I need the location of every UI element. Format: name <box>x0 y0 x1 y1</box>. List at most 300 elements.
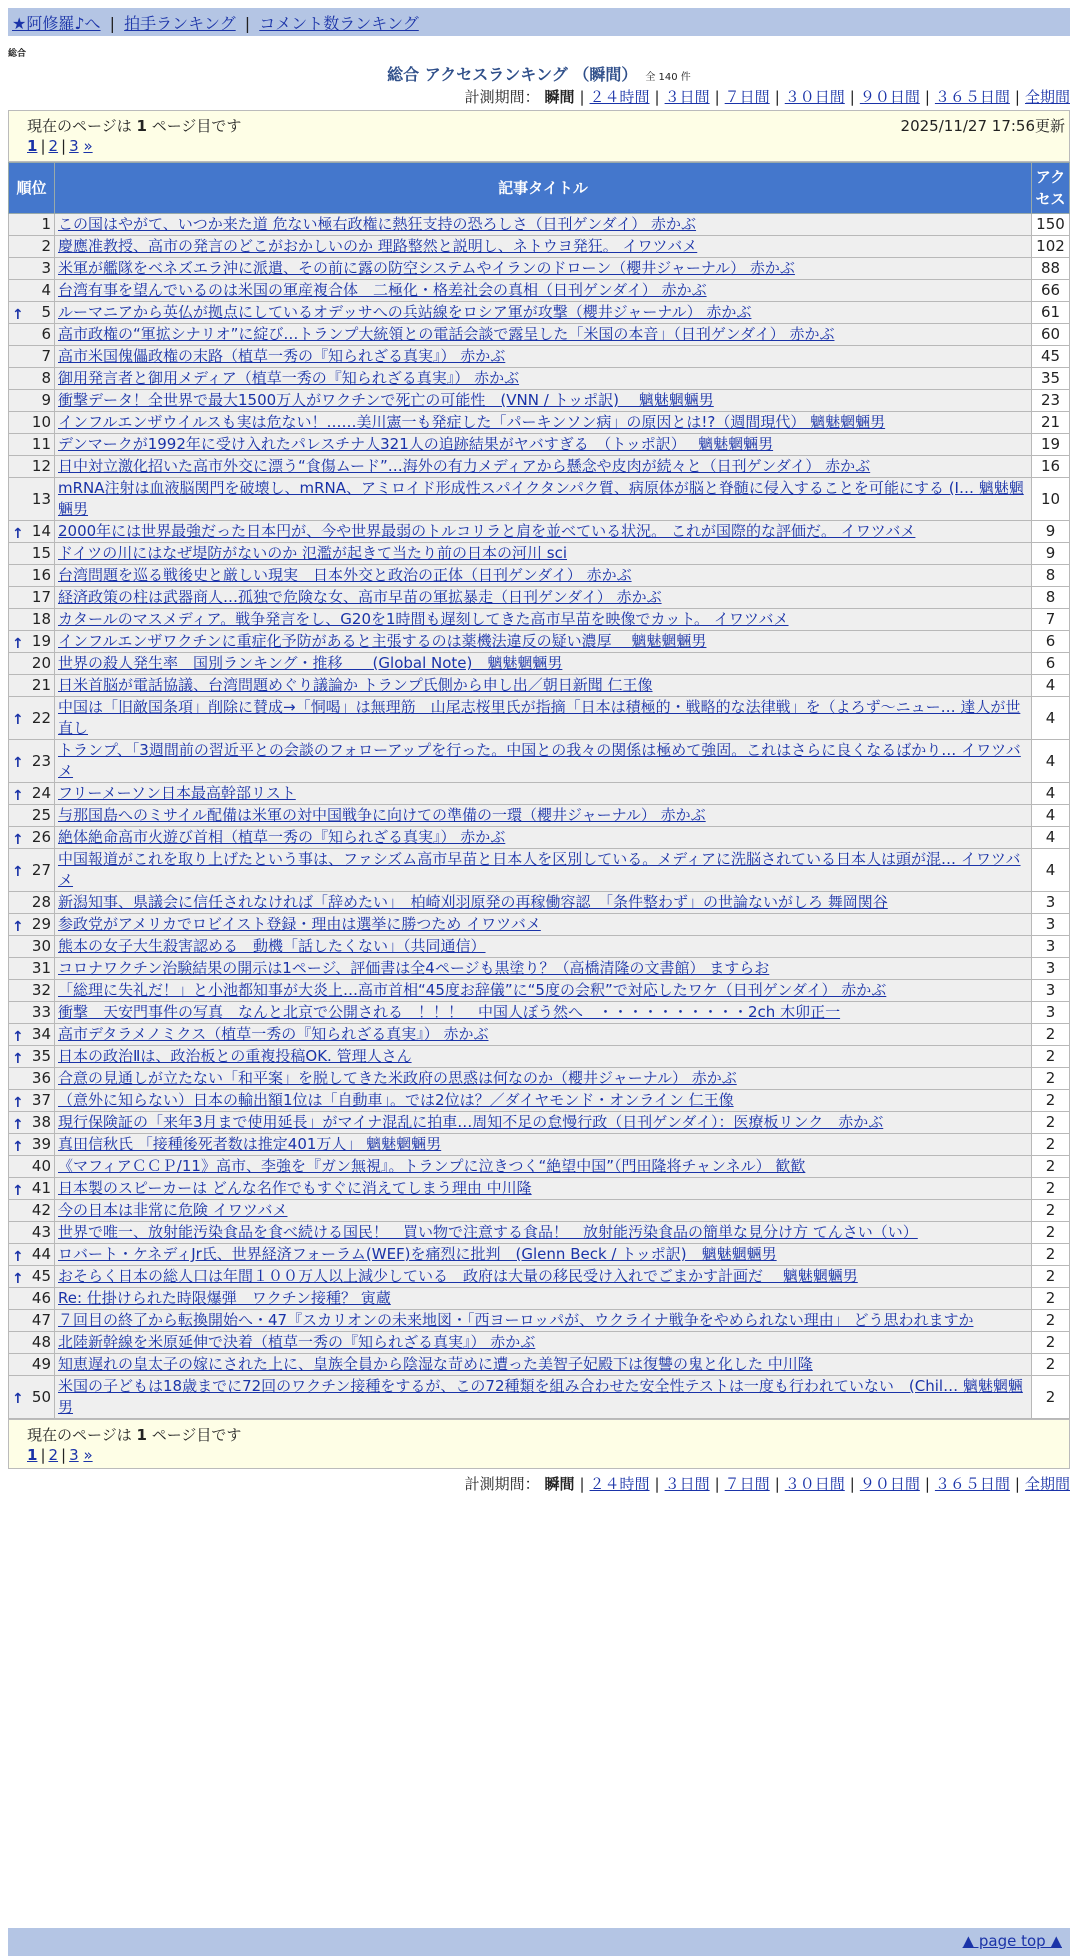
period-link-90d[interactable]: ９０日間 <box>859 88 920 106</box>
pager-top: 1 | 2 | 3 » <box>27 137 93 155</box>
rank-number: 37 <box>31 1091 51 1109</box>
title-cell <box>55 1376 1032 1419</box>
table-row <box>9 1200 1070 1222</box>
article-title-link[interactable]: フリーメーソン日本最高幹部リスト <box>58 784 296 802</box>
access-count: 7 <box>1032 609 1070 631</box>
table-row <box>9 280 1070 302</box>
period-label: 計測期間： <box>464 88 540 106</box>
article-title-link[interactable]: 高市米国傀儡政権の末路（植草一秀の『知られざる真実』） 赤かぶ <box>58 347 506 365</box>
table-row <box>9 302 1070 324</box>
article-title-link[interactable]: 高市デタラメノミクス（植草一秀の『知られざる真実』） 赤かぶ <box>58 1025 489 1043</box>
table-row <box>9 456 1070 478</box>
up-arrow-icon: ↑ <box>12 712 24 728</box>
period-link-30d[interactable]: ３０日間 <box>784 88 845 106</box>
rank-number: 42 <box>31 1201 51 1219</box>
rank-cell <box>9 1332 55 1354</box>
pager-bottom: 1 | 2 | 3 » <box>27 1446 93 1464</box>
title-cell <box>55 849 1032 892</box>
article-title-link[interactable]: トランプ、「3週間前の習近平との会談のフォローアップを行った。中国との我々の関係は極めて強固。これはさらに良くなるばかり… イワツバメ <box>58 741 1021 780</box>
table-row <box>9 236 1070 258</box>
rank-cell <box>9 521 55 543</box>
title-cell <box>55 478 1032 521</box>
rank-number: 35 <box>31 1047 51 1065</box>
title-cell <box>55 1068 1032 1090</box>
table-row <box>9 1090 1070 1112</box>
header-rank: 順位 <box>9 163 55 214</box>
table-row <box>9 1354 1070 1376</box>
access-count: 2 <box>1032 1376 1070 1419</box>
table-row <box>9 258 1070 280</box>
rank-number: 28 <box>31 893 51 911</box>
title-cell <box>55 697 1032 740</box>
access-count: 23 <box>1032 390 1070 412</box>
access-count: 66 <box>1032 280 1070 302</box>
title-cell <box>55 914 1032 936</box>
title-cell <box>55 1024 1032 1046</box>
table-row <box>9 827 1070 849</box>
rank-cell <box>9 1288 55 1310</box>
period-selector-top: 計測期間： 瞬間 | ２４時間 | ３日間 | ７日間 | ３０日間 | ９０日間 | ３６５日間 | 全期間 <box>464 88 1070 106</box>
rank-cell <box>9 675 55 697</box>
rank-cell <box>9 958 55 980</box>
rank-number: 11 <box>31 435 51 453</box>
rank-cell <box>9 980 55 1002</box>
title-cell <box>55 740 1032 783</box>
title-cell <box>55 280 1032 302</box>
table-row <box>9 697 1070 740</box>
rank-number: 30 <box>31 937 51 955</box>
rank-cell <box>9 914 55 936</box>
rank-cell <box>9 1024 55 1046</box>
access-count: 60 <box>1032 324 1070 346</box>
title-cell <box>55 1002 1032 1024</box>
rank-number: 3 <box>41 259 51 277</box>
article-title-link[interactable]: コロナワクチン治験結果の開示は1ページ、評価書は全4ページも黒塗り？（高橋清隆の文書館） ますらお <box>58 959 770 977</box>
access-count: 102 <box>1032 236 1070 258</box>
period-link-all[interactable]: 全期間 <box>1024 88 1070 106</box>
rank-cell <box>9 849 55 892</box>
access-count: 4 <box>1032 783 1070 805</box>
article-title-link[interactable]: 北陸新幹線を米原延伸で決着（植草一秀の『知られざる真実』） 赤かぶ <box>58 1333 536 1351</box>
updated-timestamp: 2025/11/27 17:56更新 <box>900 117 1065 135</box>
bottom-bar <box>8 1928 1070 1956</box>
rank-cell <box>9 302 55 324</box>
rank-cell <box>9 1244 55 1266</box>
table-row <box>9 783 1070 805</box>
rank-cell <box>9 478 55 521</box>
table-row <box>9 1244 1070 1266</box>
table-row <box>9 1024 1070 1046</box>
article-title-link[interactable]: ７回目の終了から転換開始へ・47『スカリオンの未来地図・「西ヨーロッパが、ウクライナ戦争をやめられない理由」 どう思われますか <box>58 1311 974 1329</box>
access-count: 2 <box>1032 1266 1070 1288</box>
title-cell <box>55 412 1032 434</box>
article-title-link[interactable]: 米国の子どもは18歳までに72回のワクチン接種をするが、この72種類を組み合わせた安全性テストは一度も行われていない (Chil… 魑魅魍魎男 <box>58 1377 1023 1416</box>
access-count: 2 <box>1032 1222 1070 1244</box>
up-arrow-icon: ↑ <box>12 1270 24 1287</box>
pager-next[interactable]: » <box>83 137 93 155</box>
title-cell <box>55 827 1032 849</box>
rank-cell <box>9 587 55 609</box>
pager-page-3[interactable]: 3 <box>69 1446 79 1464</box>
top-nav-bar <box>8 8 1070 36</box>
article-title-link[interactable]: ドイツの川にはなぜ堤防がないのか 氾濫が起きて当たり前の日本の河川 sci <box>58 544 568 562</box>
title-cell <box>55 1178 1032 1200</box>
access-count: 3 <box>1032 1002 1070 1024</box>
period-link-3d[interactable]: ３日間 <box>664 88 710 106</box>
comment-ranking-link[interactable]: コメント数ランキング <box>259 14 419 33</box>
pager-page-current[interactable]: 1 <box>27 137 38 155</box>
access-count: 8 <box>1032 587 1070 609</box>
rank-cell <box>9 434 55 456</box>
article-title-link[interactable]: 高市政権の“軍拡シナリオ”に綻び…トランプ大統領との電話会談で露呈した「米国の本音」（日刊ゲンダイ） 赤かぶ <box>58 325 835 343</box>
title-cell <box>55 1354 1032 1376</box>
article-title-link[interactable]: 合意の見通しが立たない「和平案」を脱してきた米政府の思惑は何なのか（櫻井ジャーナル） 赤かぶ <box>58 1069 737 1087</box>
table-row <box>9 346 1070 368</box>
rank-cell <box>9 412 55 434</box>
table-row <box>9 543 1070 565</box>
access-count: 3 <box>1032 980 1070 1002</box>
rank-number: 14 <box>31 522 51 540</box>
article-title-link[interactable]: デンマークが1992年に受け入れたパレスチナ人321人の追跡結果がヤバすぎる （トッポ訳） 魑魅魍魎男 <box>58 435 774 453</box>
rank-cell <box>9 1156 55 1178</box>
title-cell <box>55 1266 1032 1288</box>
article-title-link[interactable]: 絶体絶命高市火遊び首相（植草一秀の『知られざる真実』） 赤かぶ <box>58 828 506 846</box>
access-count: 2 <box>1032 1244 1070 1266</box>
ranking-heading <box>0 62 1078 85</box>
rank-number: 12 <box>31 457 51 475</box>
rank-number: 2 <box>41 237 51 255</box>
up-arrow-icon: ↑ <box>12 1248 24 1265</box>
period-link-24h[interactable]: ２４時間 <box>589 88 650 106</box>
title-cell <box>55 1200 1032 1222</box>
rank-number: 20 <box>31 654 51 672</box>
rank-cell <box>9 280 55 302</box>
rank-cell <box>9 1002 55 1024</box>
rank-cell <box>9 456 55 478</box>
up-arrow-icon: ↑ <box>12 755 24 771</box>
article-title-link[interactable]: 現行保険証の「来年3月まで使用延長」がマイナ混乱に拍車…周知不足の怠慢行政（日刊ゲンダイ）：医療板リンク 赤かぶ <box>58 1113 884 1131</box>
article-title-link[interactable]: 中国は「旧敵国条項」削除に賛成→「恫喝」は無理筋 山尾志桜里氏が指摘「日本は積極的・戦略的な法律戦」を（よろず〜ニュー… 達人が世直し <box>58 698 1021 737</box>
access-count: 2 <box>1032 1178 1070 1200</box>
rank-number: 26 <box>31 828 51 846</box>
ranking-body <box>9 214 1070 1419</box>
table-row <box>9 849 1070 892</box>
title-cell <box>55 1332 1032 1354</box>
table-row <box>9 368 1070 390</box>
rank-number: 5 <box>41 303 51 321</box>
article-title-link[interactable]: 中国報道がこれを取り上げたという事は、ファシズム高市早苗と日本人を区別している。メディアに洗脳されている日本人は頭が混… イワツバメ <box>58 850 1021 889</box>
rank-cell <box>9 1090 55 1112</box>
page-info-bottom <box>8 1419 1070 1469</box>
access-count: 61 <box>1032 302 1070 324</box>
title-cell <box>55 980 1032 1002</box>
rank-cell <box>9 368 55 390</box>
rank-number: 18 <box>31 610 51 628</box>
article-title-link[interactable]: 経済政策の柱は武器商人…孤独で危険な女、高市早苗の軍拡暴走（日刊ゲンダイ） 赤かぶ <box>58 588 662 606</box>
rank-number: 50 <box>31 1387 51 1406</box>
title-cell <box>55 434 1032 456</box>
access-count: 2 <box>1032 1354 1070 1376</box>
access-count: 16 <box>1032 456 1070 478</box>
up-arrow-icon: ↑ <box>12 1391 24 1407</box>
article-title-link[interactable]: 熊本の女子大生殺害認める 動機「話したくない」（共同通信） <box>58 937 486 955</box>
article-title-link[interactable]: 台湾有事を望んでいるのは米国の軍産複合体 二極化・格差社会の真相（日刊ゲンダイ） 赤かぶ <box>58 281 707 299</box>
rank-number: 48 <box>31 1333 51 1351</box>
rank-number: 38 <box>31 1113 51 1131</box>
rank-cell <box>9 565 55 587</box>
rank-number: 43 <box>31 1223 51 1241</box>
period-link-24h[interactable]: ２４時間 <box>589 1475 650 1493</box>
rank-cell <box>9 697 55 740</box>
table-row <box>9 805 1070 827</box>
access-count: 2 <box>1032 1134 1070 1156</box>
article-title-link[interactable]: 参政党がアメリカでロビイスト登録・理由は選挙に勝つため イワツバメ <box>58 915 541 933</box>
access-count: 45 <box>1032 346 1070 368</box>
up-arrow-icon: ↑ <box>12 864 24 880</box>
title-cell <box>55 236 1032 258</box>
article-title-link[interactable]: 日中対立激化招いた高市外交に漂う“食傷ムード”…海外の有力メディアから懸念や皮肉が続々と（日刊ゲンダイ） 赤かぶ <box>58 457 871 475</box>
table-row <box>9 1310 1070 1332</box>
title-cell <box>55 456 1032 478</box>
rank-cell <box>9 1222 55 1244</box>
article-title-link[interactable]: 日本製のスピーカーは どんな名作でもすぐに消えてしまう理由 中川隆 <box>58 1179 532 1197</box>
title-cell <box>55 214 1032 236</box>
pager-page-2[interactable]: 2 <box>48 137 59 155</box>
title-cell <box>55 675 1032 697</box>
table-row <box>9 914 1070 936</box>
rank-number: 31 <box>31 959 51 977</box>
rank-number: 15 <box>31 544 51 562</box>
table-row <box>9 1288 1070 1310</box>
table-row <box>9 1156 1070 1178</box>
rank-number: 23 <box>31 751 51 770</box>
table-row <box>9 1068 1070 1090</box>
rank-number: 8 <box>41 369 51 387</box>
rank-number: 1 <box>41 215 51 233</box>
title-cell <box>55 346 1032 368</box>
title-cell <box>55 1090 1032 1112</box>
rank-number: 47 <box>31 1311 51 1329</box>
pager-page-3[interactable]: 3 <box>69 137 79 155</box>
period-current: 瞬間 <box>544 1475 575 1493</box>
article-title-link[interactable]: 日本の政治Ⅱは、政治板との重複投稿OK. 管理人さん <box>58 1047 412 1065</box>
period-link-all[interactable]: 全期間 <box>1024 1475 1070 1493</box>
rank-cell <box>9 1376 55 1419</box>
rank-cell <box>9 543 55 565</box>
access-count: 6 <box>1032 631 1070 653</box>
rank-cell <box>9 740 55 783</box>
article-title-link[interactable]: 世界の殺人発生率 国別ランキング・推移 (Global Note) 魑魅魍魎男 <box>58 654 563 672</box>
article-title-link[interactable]: おそらく日本の総人口は年間１００万人以上減少している 政府は大量の移民受け入れでごまかす計画だ 魑魅魍魎男 <box>58 1267 858 1285</box>
table-row <box>9 1002 1070 1024</box>
up-arrow-icon: ↑ <box>12 635 24 652</box>
title-cell <box>55 1134 1032 1156</box>
current-page-text: 現在のページは 1 ページ目です <box>27 1426 242 1444</box>
access-count: 21 <box>1032 412 1070 434</box>
article-title-link[interactable]: 知恵遅れの皇太子の嫁にされた上に、皇族全員から陰湿な苛めに遭った美智子妃殿下は復讐の鬼と化した 中川隆 <box>58 1355 813 1373</box>
article-title-link[interactable]: ルーマニアから英仏が拠点にしているオデッサへの兵站線をロシア軍が攻撃（櫻井ジャーナル） 赤かぶ <box>58 303 752 321</box>
title-cell <box>55 1244 1032 1266</box>
pager-page-2[interactable]: 2 <box>48 1446 59 1464</box>
access-count: 4 <box>1032 805 1070 827</box>
rank-number: 7 <box>41 347 51 365</box>
article-title-link[interactable]: ロバート・ケネディJr氏、世界経済フォーラム(WEF)を痛烈に批判 (Glenn Beck / トッポ訳) 魑魅魍魎男 <box>58 1245 777 1263</box>
page-top-link[interactable]: ▲ page top ▲ <box>962 1932 1062 1950</box>
period-label: 計測期間： <box>464 1475 540 1493</box>
article-title-link[interactable]: 御用発言者と御用メディア（植草一秀の『知られざる真実』） 赤かぶ <box>58 369 520 387</box>
rank-number: 29 <box>31 915 51 933</box>
title-cell <box>55 521 1032 543</box>
access-count: 2 <box>1032 1046 1070 1068</box>
rank-cell <box>9 805 55 827</box>
article-title-link[interactable]: 《マフィアＣＣＰ/11》高市、李強を『ガン無視』。トランプに泣きつく“絶望中国”（門田隆将チャンネル） 歓歓 <box>58 1157 806 1175</box>
applause-ranking-link[interactable]: 拍手ランキング <box>124 14 236 33</box>
period-selector-bottom: 計測期間： 瞬間 | ２４時間 | ３日間 | ７日間 | ３０日間 | ９０日間 | ３６５日間 | 全期間 <box>464 1475 1070 1493</box>
pager-page-current[interactable]: 1 <box>27 1446 38 1464</box>
header-access: アクセス <box>1032 163 1070 214</box>
period-link-7d[interactable]: ７日間 <box>724 88 770 106</box>
period-link-90d[interactable]: ９０日間 <box>859 1475 920 1493</box>
period-link-7d[interactable]: ７日間 <box>724 1475 770 1493</box>
title-cell <box>55 368 1032 390</box>
rank-number: 4 <box>41 281 51 299</box>
nav-separator: | <box>244 14 251 33</box>
article-title-link[interactable]: （意外に知らない）日本の輸出額1位は「自動車」。では2位は？／ダイヤモンド・オンライン 仁王像 <box>58 1091 734 1109</box>
table-row <box>9 740 1070 783</box>
up-arrow-icon: ↑ <box>12 1138 24 1155</box>
article-title-link[interactable]: インフルエンザワクチンに重症化予防があると主張するのは薬機法違反の疑い濃厚 魑魅魍魎男 <box>58 632 707 650</box>
article-title-link[interactable]: 与那国島へのミサイル配備は米軍の対中国戦争に向けての準備の一環（櫻井ジャーナル） 赤かぶ <box>58 806 706 824</box>
title-cell <box>55 565 1032 587</box>
up-arrow-icon: ↑ <box>12 831 24 848</box>
title-cell <box>55 936 1032 958</box>
period-link-30d[interactable]: ３０日間 <box>784 1475 845 1493</box>
rank-cell <box>9 390 55 412</box>
rank-number: 13 <box>31 489 51 508</box>
table-row <box>9 521 1070 543</box>
rank-cell <box>9 1200 55 1222</box>
table-row <box>9 1046 1070 1068</box>
up-arrow-icon: ↑ <box>12 1182 24 1199</box>
article-title-link[interactable]: 新潟知事、県議会に信任されなければ「辞めたい」 柏崎刈羽原発の再稼働容認 「条件整わず」の世論ないがしろ 舞岡関谷 <box>58 893 888 911</box>
table-row <box>9 565 1070 587</box>
access-count: 2 <box>1032 1024 1070 1046</box>
article-title-link[interactable]: Re: 仕掛けられた時限爆弾 ワクチン接種？ 寅蔵 <box>58 1289 391 1307</box>
table-row <box>9 390 1070 412</box>
header-title: 記事タイトル <box>55 163 1032 214</box>
table-row <box>9 675 1070 697</box>
table-row <box>9 412 1070 434</box>
up-arrow-icon: ↑ <box>12 1028 24 1045</box>
article-title-link[interactable]: 衝撃 天安門事件の写真 なんと北京で公開される ！！！ 中国人ぼう然へ ・・・・・・・・・・2ch 木卯正一 <box>58 1003 841 1021</box>
rank-cell <box>9 1134 55 1156</box>
access-count: 2 <box>1032 1200 1070 1222</box>
rank-number: 27 <box>31 860 51 879</box>
up-arrow-icon: ↑ <box>12 525 24 542</box>
article-title-link[interactable]: カタールのマスメディア。戦争発言をし、G20を1時間も遅刻してきた高市早苗を映像でカット。 イワツバメ <box>58 610 789 628</box>
article-title-link[interactable]: 日米首脳が電話協議、台湾問題めぐり議論か トランプ氏側から申し出／朝日新聞 仁王像 <box>58 676 653 694</box>
access-count: 3 <box>1032 892 1070 914</box>
article-title-link[interactable]: 今の日本は非常に危険 イワツバメ <box>58 1201 288 1219</box>
period-link-365d[interactable]: ３６５日間 <box>934 88 1010 106</box>
article-title-link[interactable]: 米軍が艦隊をベネズエラ沖に派遣、その前に露の防空システムやイランのドローン（櫻井ジャーナル） 赤かぶ <box>58 259 795 277</box>
rank-cell <box>9 1310 55 1332</box>
rank-number: 6 <box>41 325 51 343</box>
rank-cell <box>9 783 55 805</box>
title-cell <box>55 783 1032 805</box>
access-count: 9 <box>1032 543 1070 565</box>
table-row <box>9 1112 1070 1134</box>
title-cell <box>55 543 1032 565</box>
rank-cell <box>9 258 55 280</box>
table-row <box>9 653 1070 675</box>
table-row <box>9 1376 1070 1419</box>
table-row <box>9 609 1070 631</box>
access-count: 4 <box>1032 740 1070 783</box>
article-title-link[interactable]: 慶應准教授、高市の発言のどこがおかしいのか 理路整然と説明し、ネトウヨ発狂。 イワツバメ <box>58 237 698 255</box>
nav-separator: | <box>109 14 116 33</box>
table-row <box>9 324 1070 346</box>
access-count: 4 <box>1032 827 1070 849</box>
rank-number: 34 <box>31 1025 51 1043</box>
rank-number: 19 <box>31 632 51 650</box>
article-title-link[interactable]: 世界で唯一、放射能汚染食品を食べ続ける国民！ 買い物で注意する食品！ 放射能汚染食品の簡単な見分け方 てんさい（い） <box>58 1223 918 1241</box>
title-cell <box>55 390 1032 412</box>
rank-cell <box>9 324 55 346</box>
period-link-365d[interactable]: ３６５日間 <box>934 1475 1010 1493</box>
title-cell <box>55 302 1032 324</box>
rank-number: 22 <box>31 708 51 727</box>
table-row <box>9 587 1070 609</box>
rank-number: 49 <box>31 1355 51 1373</box>
article-title-link[interactable]: 台湾問題を巡る戦後史と厳しい現実 日本外交と政治の正体（日刊ゲンダイ） 赤かぶ <box>58 566 632 584</box>
rank-number: 25 <box>31 806 51 824</box>
rank-number: 39 <box>31 1135 51 1153</box>
article-title-link[interactable]: 真田信秋氏 「接種後死者数は推定401万人」 魑魅魍魎男 <box>58 1135 442 1153</box>
rank-number: 44 <box>31 1245 51 1263</box>
up-arrow-icon: ↑ <box>12 787 24 804</box>
article-title-link[interactable]: インフルエンザウイルスも実は危ない！……美川憲一も発症した「パーキンソン病」の原因とは!?（週間現代） 魑魅魍魎男 <box>58 413 886 431</box>
title-cell <box>55 1112 1032 1134</box>
access-count: 4 <box>1032 697 1070 740</box>
article-title-link[interactable]: この国はやがて、いつか来た道 危ない極右政権に熱狂支持の恐ろしさ（日刊ゲンダイ） 赤かぶ <box>58 215 697 233</box>
home-link[interactable]: ★阿修羅♪へ <box>12 14 101 33</box>
rank-cell <box>9 936 55 958</box>
rank-cell <box>9 346 55 368</box>
article-title-link[interactable]: 2000年には世界最強だった日本円が、今や世界最弱のトルコリラと肩を並べている状況。 これが国際的な評価だ。 イワツバメ <box>58 522 916 540</box>
article-title-link[interactable]: 「総理に失礼だ！」と小池都知事が大炎上…高市首相“45度お辞儀”に“5度の会釈”で対応したワケ（日刊ゲンダイ） 赤かぶ <box>58 981 887 999</box>
rank-cell <box>9 1046 55 1068</box>
article-title-link[interactable]: mRNA注射は血液脳関門を破壊し、mRNA、アミロイド形成性スパイクタンパク質、病原体が脳と脊髄に侵入することを可能にする (I… 魑魅魍魎男 <box>58 479 1024 518</box>
rank-number: 16 <box>31 566 51 584</box>
access-count: 88 <box>1032 258 1070 280</box>
table-row <box>9 1134 1070 1156</box>
table-row <box>9 980 1070 1002</box>
period-link-3d[interactable]: ３日間 <box>664 1475 710 1493</box>
table-row <box>9 1332 1070 1354</box>
access-count: 4 <box>1032 849 1070 892</box>
pager-next[interactable]: » <box>83 1446 93 1464</box>
access-count: 6 <box>1032 653 1070 675</box>
period-current: 瞬間 <box>544 88 575 106</box>
access-count: 4 <box>1032 675 1070 697</box>
table-row <box>9 936 1070 958</box>
title-cell <box>55 631 1032 653</box>
up-arrow-icon: ↑ <box>12 306 24 323</box>
ranking-table <box>8 162 1070 1419</box>
article-title-link[interactable]: 衝撃データ！全世界で最大1500万人がワクチンで死亡の可能性 (VNN / トッポ訳) 魑魅魍魎男 <box>58 391 714 409</box>
title-cell <box>55 958 1032 980</box>
